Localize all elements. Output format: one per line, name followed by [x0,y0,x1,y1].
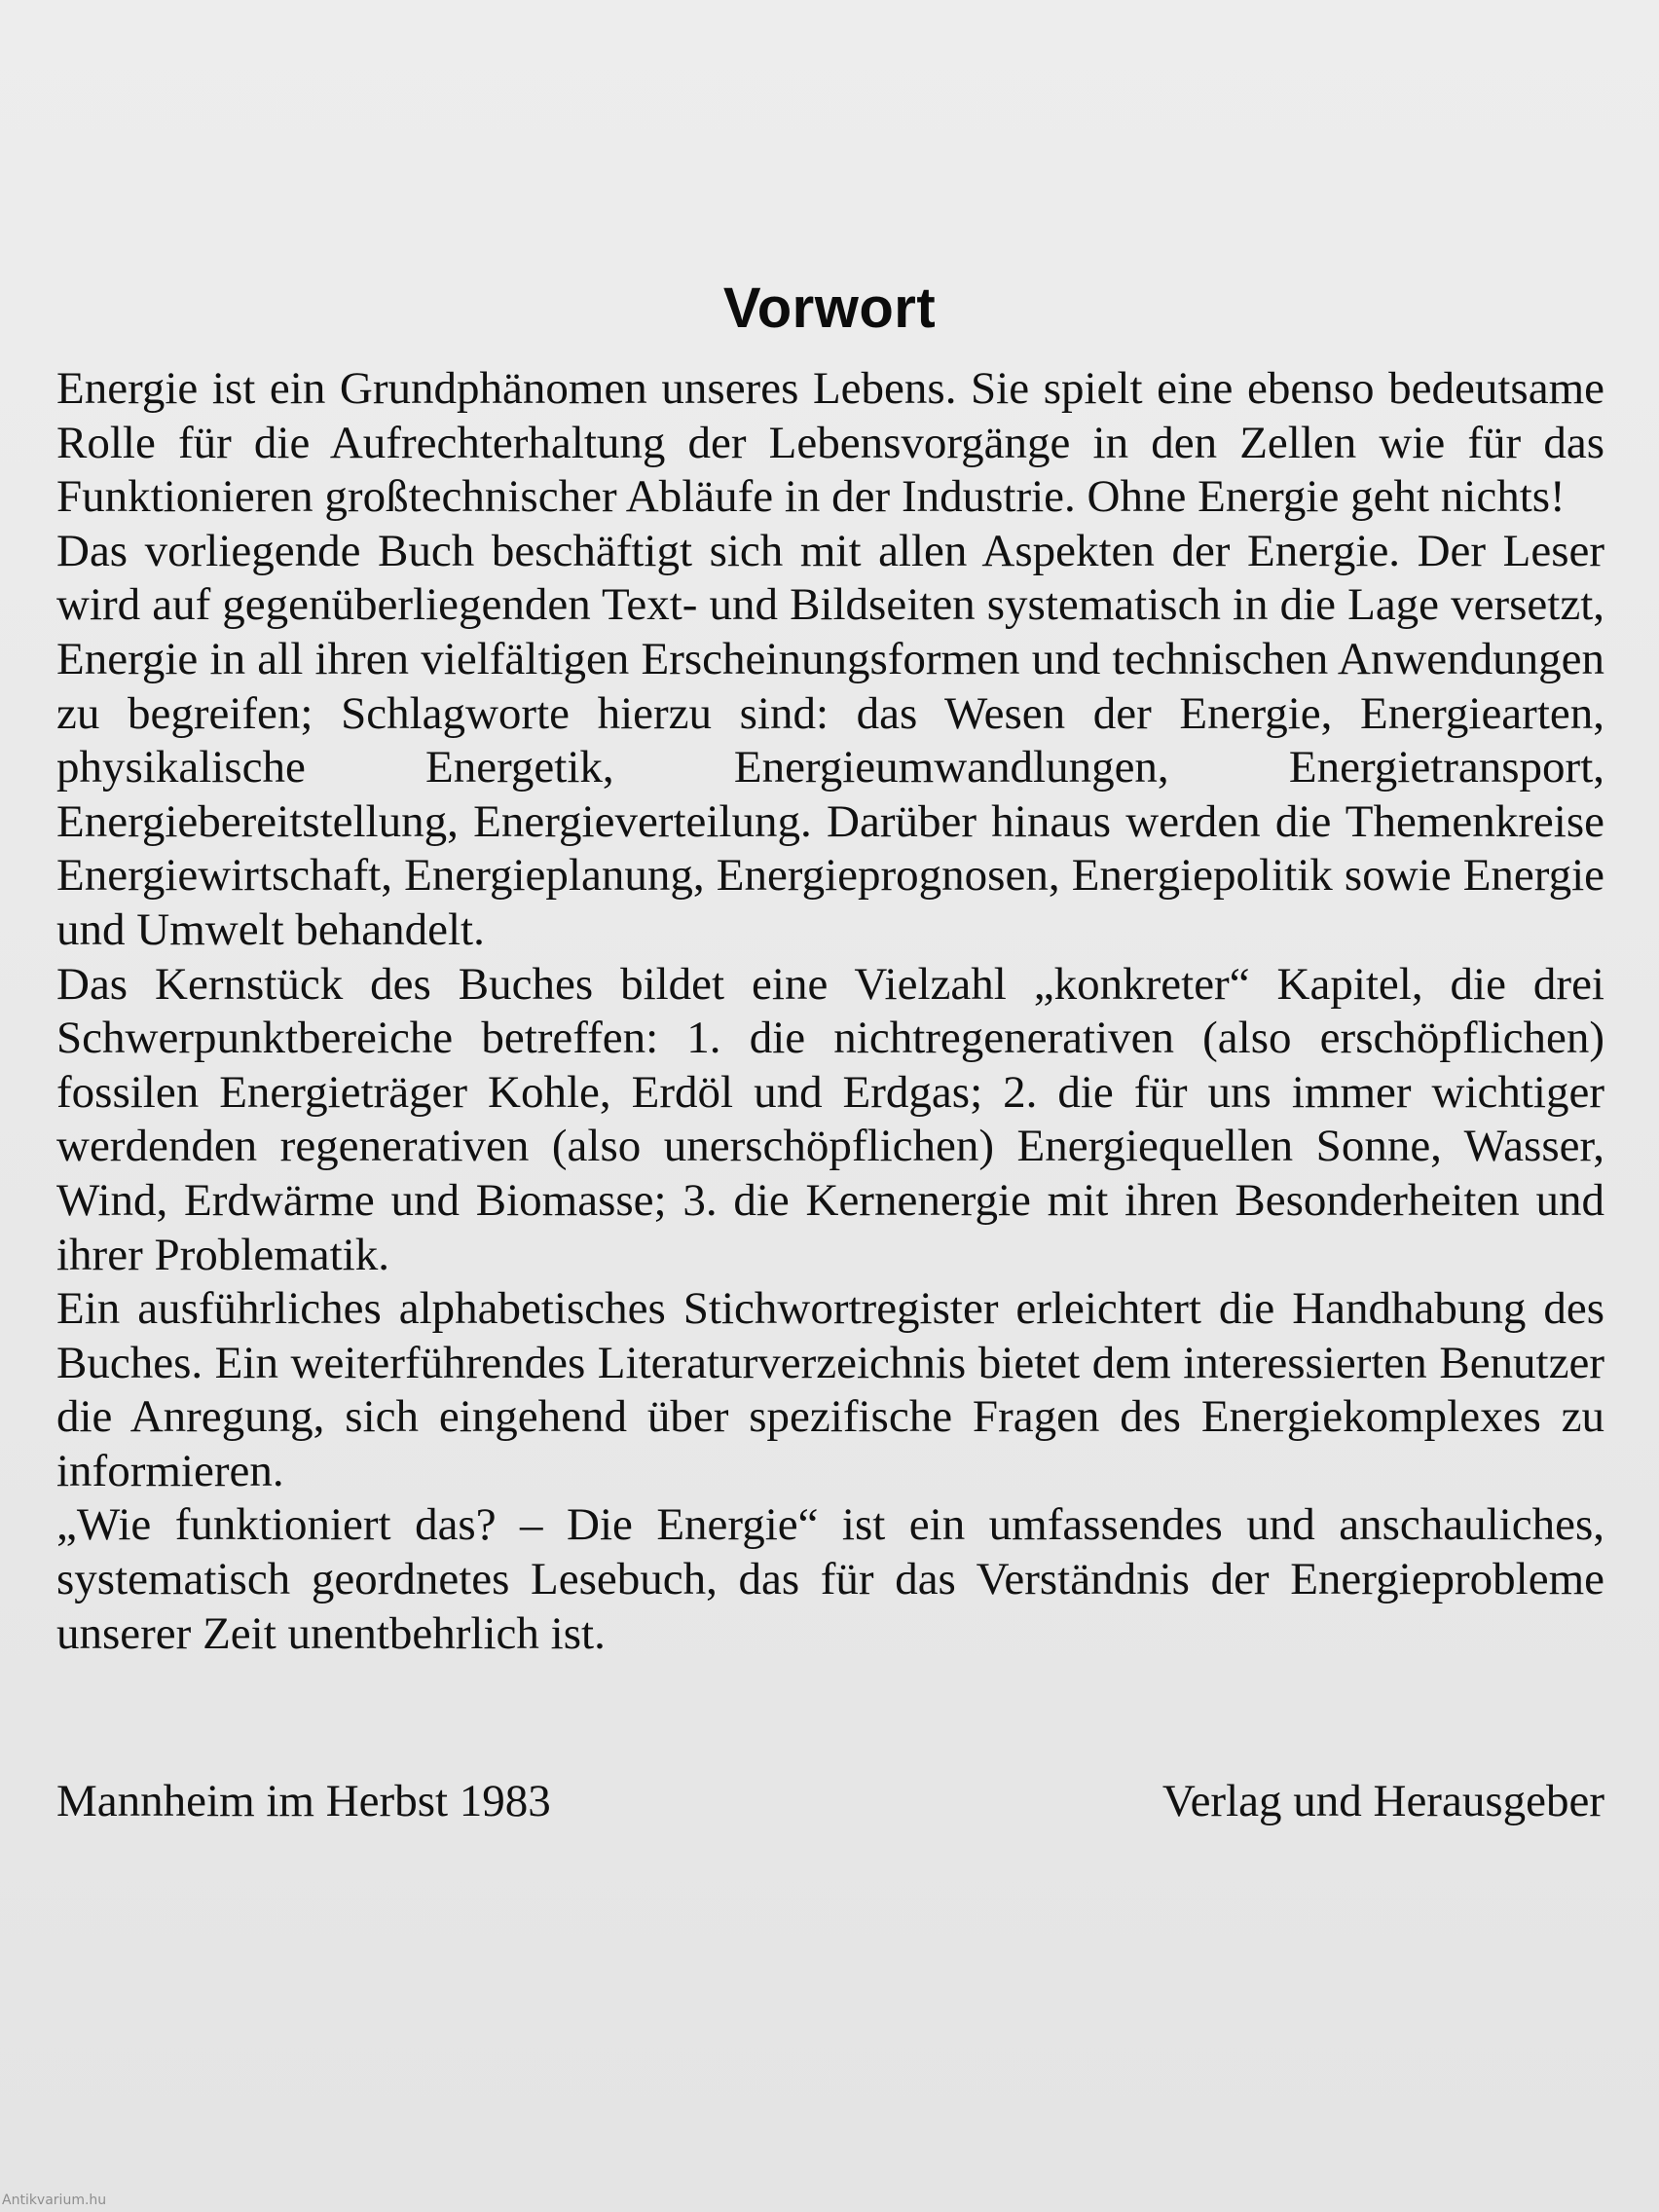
paragraph: Das vorliegende Buch beschäftigt sich mit allen Aspekten der Energie. Der Leser wird auf gegenüberliegenden Text- und Bildseiten systematisch in die Lage versetzt, Energie in all ihren vielfältigen Erscheinungsformen und technischen Anwendungen zu begreifen; Schlagworte hierzu sind: das Wesen der Energie, Energiearten, physikalische Energetik, Energieumwandlungen, Energietransport, Energiebereitstellung, Energieverteilung. Darüber hinaus werden die Themenkreise Energiewirtschaft, Energieplanung, Energieprognosen, Energiepolitik sowie Energie und Umwelt behandelt. [56,525,1604,955]
watermark: Antikvarium.hu [2,2193,107,2208]
foreword-body [56,362,1604,1661]
place-date: Mannheim im Herbst 1983 [56,1776,551,1826]
paragraph: Ein ausführliches alphabetisches Stichwortregister erleichtert die Handhabung des Buches. Ein weiterführendes Literaturverzeichnis bietet dem interessierten Benutzer die Anregung, sich eingehend über spezifische Fragen des Energiekomplexes zu informieren. [56,1283,1604,1496]
paragraph: Energie ist ein Grundphänomen unseres Lebens. Sie spielt eine ebenso bedeutsame Rolle für die Aufrechterhaltung der Lebensvorgänge in den Zellen wie für das Funktionieren großtechnischer Abläufe in der Industrie. Ohne Energie geht nichts! [56,363,1604,523]
foreword-footer [56,1772,1604,1830]
paragraph: „Wie funktioniert das? – Die Energie“ ist ein umfassendes und anschauliches, systematisch geordnetes Lesebuch, das für das Verständnis der Energieprobleme unserer Zeit unentbehrlich ist. [56,1499,1604,1659]
page-title: Vorwort [722,276,937,340]
paragraph: Das Kernstück des Buches bildet eine Vielzahl „konkreter“ Kapitel, die drei Schwerpunktbereiche betreffen: 1. die nichtregenerativen (also erschöpflichen) fossilen Energieträger Kohle, Erdöl und Erdgas; 2. die für uns immer wichtiger werdenden regenerativen (also unerschöpflichen) Energiequellen Sonne, Wasser, Wind, Erdwärme und Biomasse; 3. die Kernenergie mit ihren Besonderheiten und ihrer Problematik. [56,958,1604,1280]
signature: Verlag und Herausgeber [1161,1776,1604,1826]
